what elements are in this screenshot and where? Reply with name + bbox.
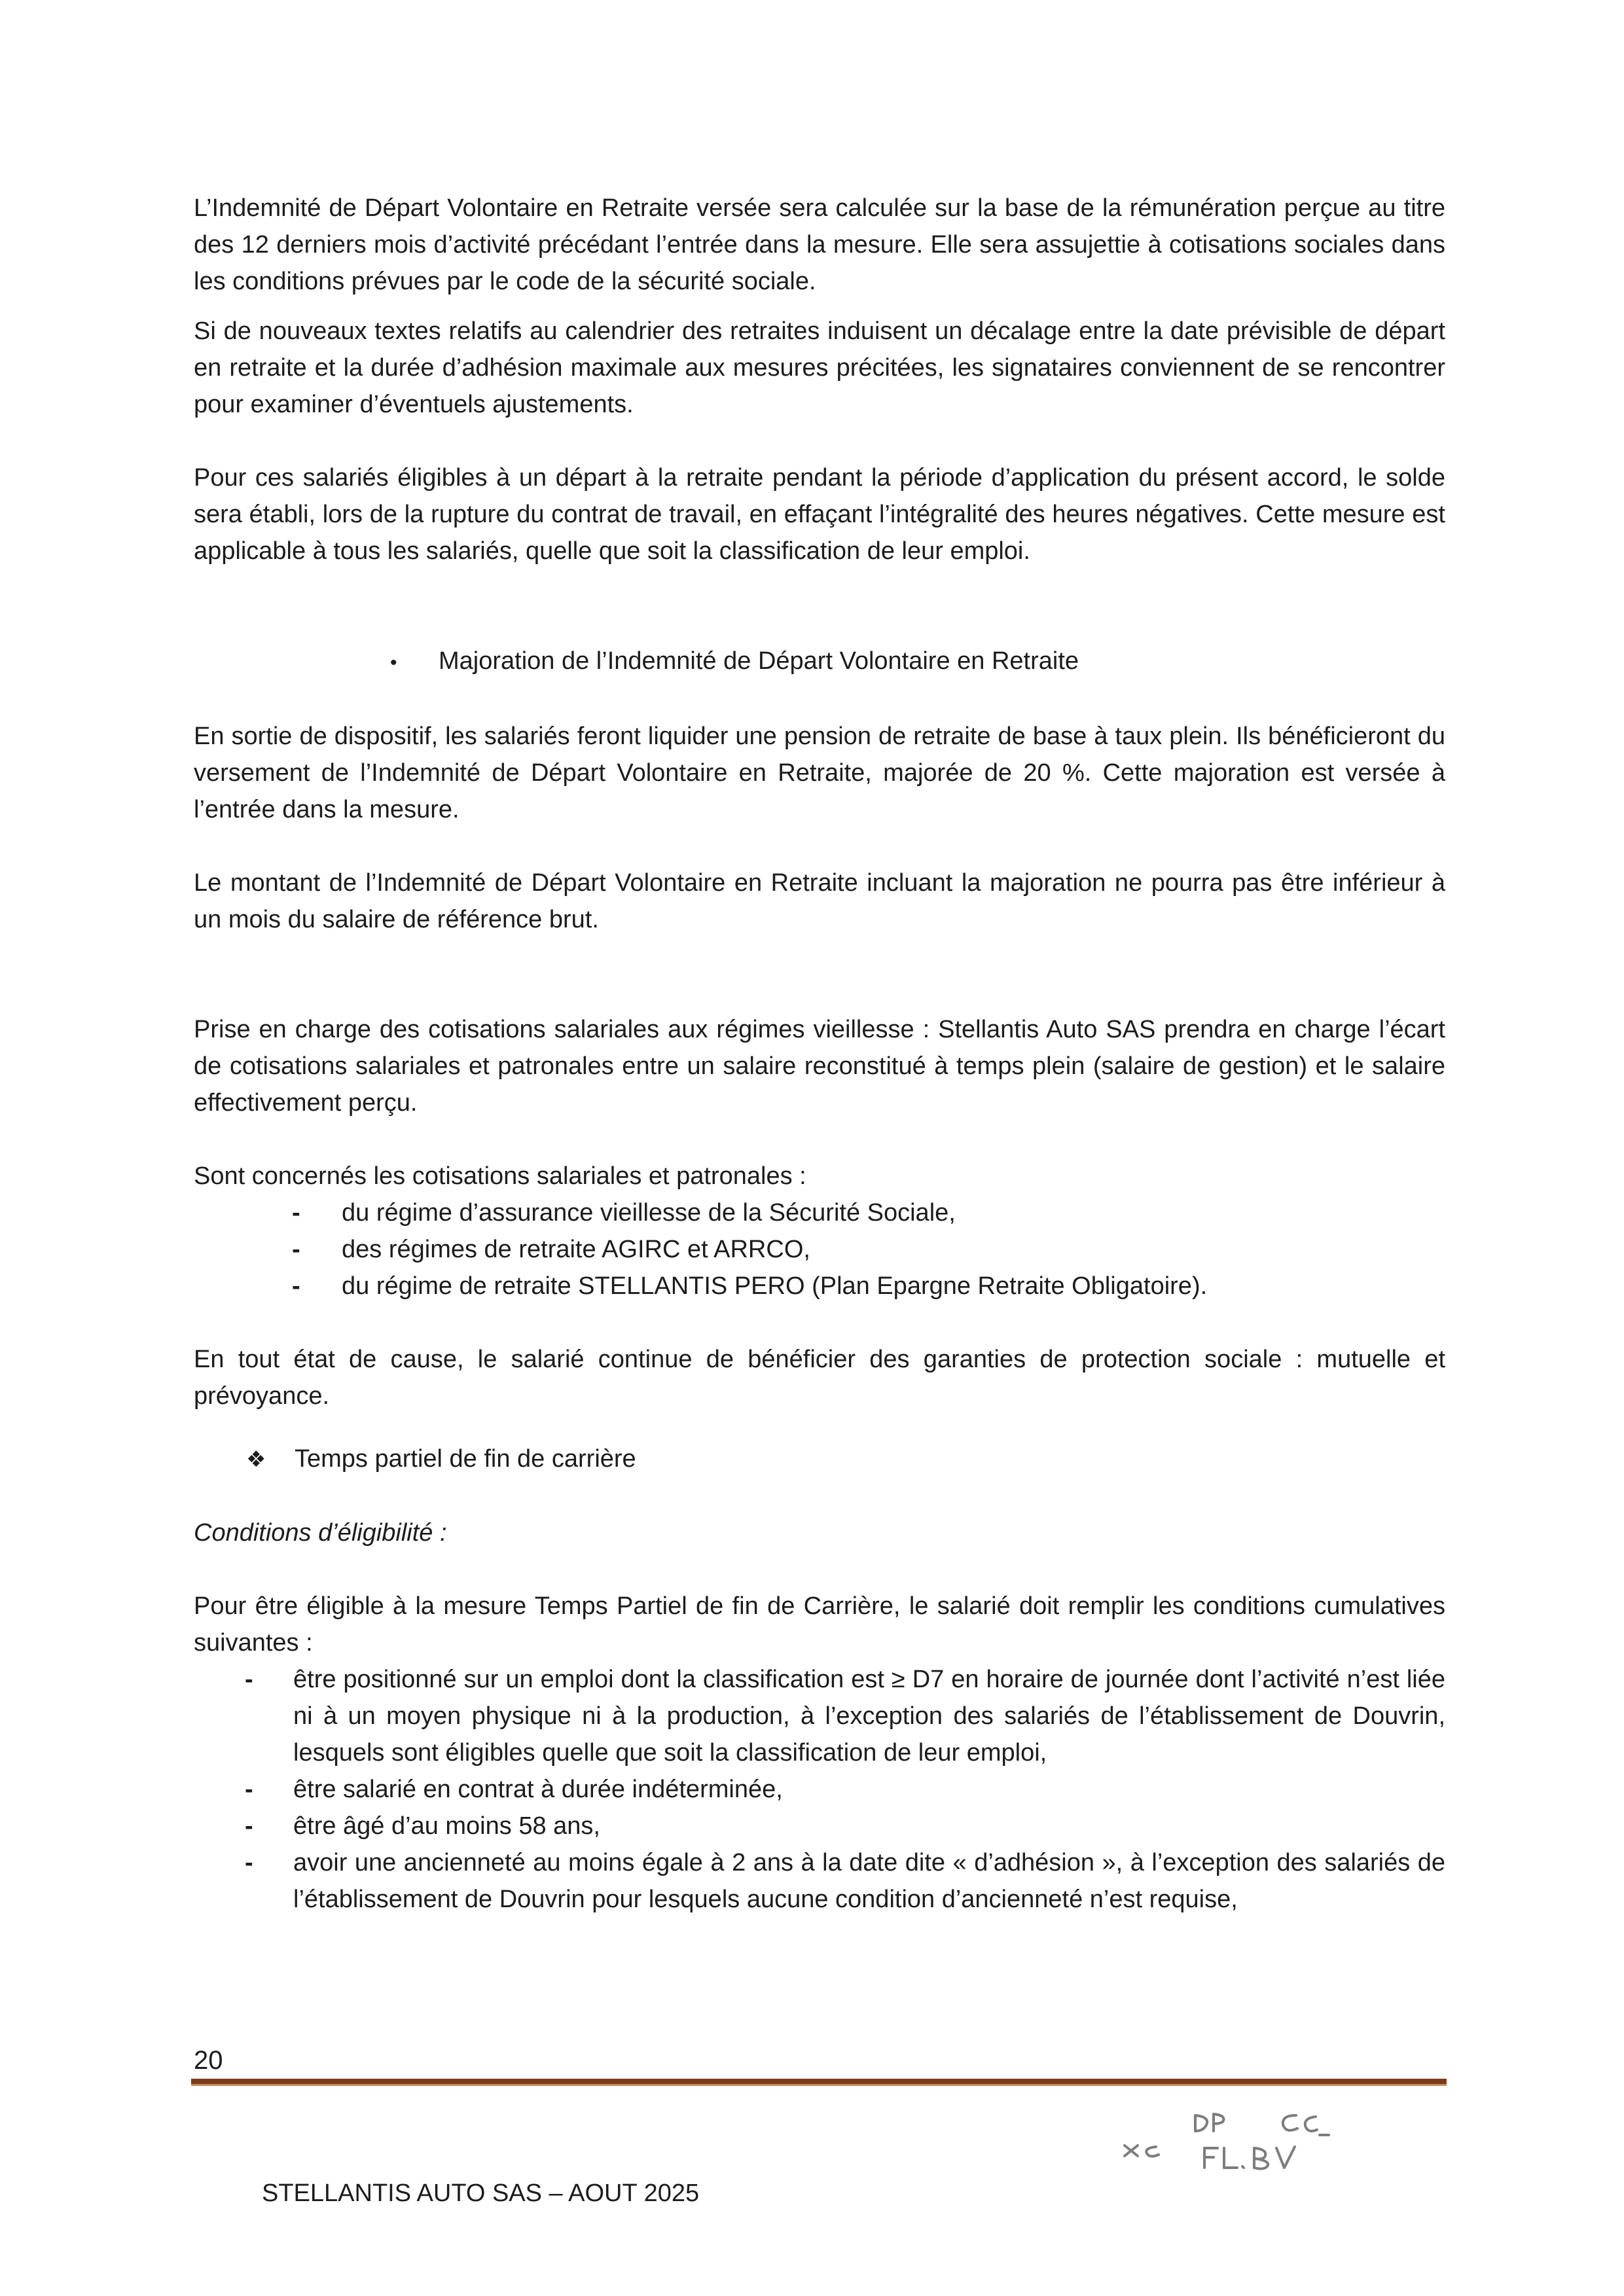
footer-company-date: STELLANTIS AUTO SAS – AOUT 2025	[262, 2179, 700, 2207]
dash-marker: -	[245, 1776, 253, 1803]
dash-marker: -	[292, 1272, 300, 1300]
bullet-icon: •	[390, 652, 397, 673]
paragraph-protection-sociale: En tout état de cause, le salarié continue de bénéficier des garanties de protection sociale : mutuelle et prévoyance.	[194, 1346, 1445, 1410]
page-number: 20	[194, 2046, 223, 2075]
dash-marker: -	[245, 1812, 253, 1840]
paragraph-prise-en-charge: Prise en charge des cotisations salariales aux régimes vieillesse : Stellantis Auto SAS prendra en charge l’écart de cotisations salariales et patronales entre un salaire reconstitué à temps plein (salaire de gestion) et le salaire effectivement perçu.	[194, 1016, 1445, 1117]
dash-marker: -	[292, 1236, 300, 1263]
handwritten-initials-signature	[1106, 2088, 1368, 2179]
list-item: - avoir une ancienneté au moins égale à 2 ans à la date dite « d’adhésion », à l’exception des salariés de l’établissement de Douvrin pour lesquels aucune condition d’ancienneté n’est requise,	[245, 1844, 1445, 1918]
list-item: - du régime de retraite STELLANTIS PERO (Plan Epargne Retraite Obligatoire).	[292, 1268, 1445, 1304]
diamond-bullet-icon: ❖	[246, 1447, 266, 1472]
list-item: - du régime d’assurance vieillesse de la Sécurité Sociale,	[292, 1194, 1445, 1231]
paragraph-solde-heures: Pour ces salariés éligibles à un départ à la retraite pendant la période d’application du présent accord, le solde sera établi, lors de la rupture du contrat de travail, en effaçant l’intégralité des heures négatives. Cette mesure est applicable à tous les salariés, quelle que soit la classification de leur emploi.	[194, 464, 1445, 565]
dash-marker: -	[245, 1666, 253, 1693]
page-body	[194, 190, 1445, 1918]
list-regimes	[194, 1194, 1445, 1304]
paragraph-conditions-intro: Pour être éligible à la mesure Temps Partiel de fin de Carrière, le salarié doit remplir les conditions cumulatives suivantes :	[194, 1592, 1445, 1657]
footer-rule	[191, 2079, 1447, 2086]
list-item: - des régimes de retraite AGIRC et ARRCO,	[292, 1231, 1445, 1268]
list-item: - être positionné sur un emploi dont la classification est ≥ D7 en horaire de journée dont l’activité n’est liée ni à un moyen physique ni à la production, à l’exception des salariés de l’établissement de Douvrin, lesquels sont éligibles quelle que soit la classification de leur emploi,	[245, 1661, 1445, 1771]
list-item: - être salarié en contrat à durée indéterminée,	[245, 1771, 1445, 1808]
list-conditions	[194, 1661, 1445, 1918]
heading-temps-partiel-text: Temps partiel de fin de carrière	[295, 1445, 636, 1473]
paragraph-indemnite-calcul: L’Indemnité de Départ Volontaire en Retraite versée sera calculée sur la base de la rémunération perçue au titre des 12 derniers mois d’activité précédant l’entrée dans la mesure. Elle sera assujettie à cotisations sociales dans les conditions prévues par le code de la sécurité sociale.	[194, 194, 1445, 295]
heading-majoration	[390, 643, 1445, 681]
heading-temps-partiel	[246, 1441, 1445, 1478]
paragraph-nouveaux-textes: Si de nouveaux textes relatifs au calendrier des retraites induisent un décalage entre la date prévisible de départ en retraite et la durée d’adhésion maximale aux mesures précitées, les signataires conviennent de se rencontrer pour examiner d’éventuels ajustements.	[194, 317, 1445, 418]
paragraph-sortie-dispositif: En sortie de dispositif, les salariés feront liquider une pension de retraite de base à taux plein. Ils bénéficieront du versement de l’Indemnité de Départ Volontaire en Retraite, majorée de 20 %. Cette majoration est versée à l’entrée dans la mesure.	[194, 723, 1445, 823]
list-item: - être âgé d’au moins 58 ans,	[245, 1808, 1445, 1844]
dash-marker: -	[245, 1849, 253, 1876]
dash-marker: -	[292, 1199, 300, 1227]
paragraph-montant-minimum: Le montant de l’Indemnité de Départ Volontaire en Retraite incluant la majoration ne pourra pas être inférieur à un mois du salaire de référence brut.	[194, 869, 1445, 933]
heading-majoration-text: Majoration de l’Indemnité de Départ Volontaire en Retraite	[439, 647, 1079, 675]
heading-conditions-eligibilite: Conditions d’éligibilité :	[194, 1519, 447, 1547]
paragraph-cotisations-concernees: Sont concernés les cotisations salariales et patronales :	[194, 1162, 806, 1190]
